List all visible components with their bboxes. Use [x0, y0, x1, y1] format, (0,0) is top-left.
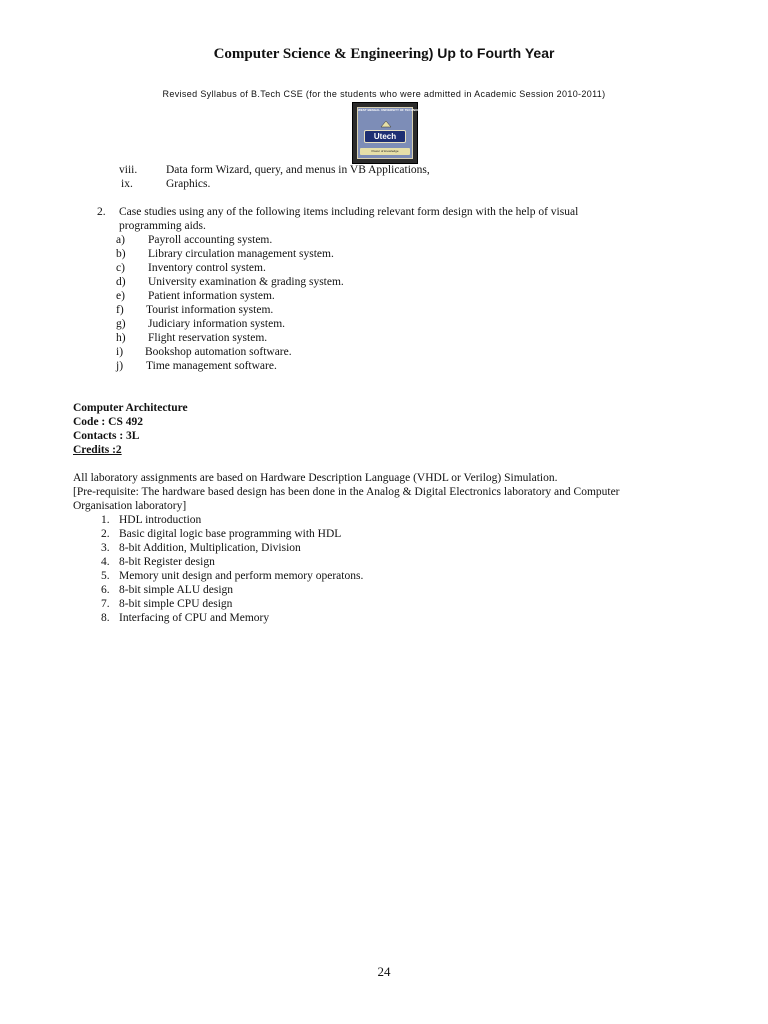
case-study-letter: h) [116, 332, 126, 344]
roman-item-text: Data form Wizard, query, and menus in VB Applications, [166, 164, 430, 176]
case-study-item: Patient information system. [148, 290, 275, 302]
logo-top-text: WEST BENGAL UNIVERSITY OF TECHNOLOGY [358, 108, 426, 112]
case-study-item: Inventory control system. [148, 262, 266, 274]
page-number: 24 [377, 964, 391, 979]
roman-item-number: viii. [119, 164, 138, 176]
page-subtitle: Revised Syllabus of B.Tech CSE (for the students who were admitted in Academic Session 2010-2011) [162, 89, 606, 99]
case-study-letter: i) [116, 346, 124, 358]
logo-shield [357, 107, 426, 159]
lab-item-number: 3. [101, 542, 110, 554]
lab-item: 8-bit Register design [119, 556, 215, 568]
logo-wordmark: Utech [364, 130, 406, 143]
case-study-letter: a) [116, 234, 125, 246]
lab-item-number: 1. [101, 514, 110, 526]
case-study-item: Payroll accounting system. [148, 234, 273, 246]
lab-item: 8-bit simple ALU design [119, 584, 234, 596]
roman-item-text: Graphics. [166, 178, 211, 190]
lab-item: Memory unit design and perform memory operatons. [119, 570, 364, 582]
case-study-item: Judiciary information system. [148, 318, 286, 330]
case-study-item: Bookshop automation software. [145, 346, 292, 358]
case-study-letter: j) [116, 360, 124, 372]
case-study-intro-line1: Case studies using any of the following items including relevant form design with the help of visual [119, 206, 579, 218]
lab-intro-line1: All laboratory assignments are based on Hardware Description Language (VHDL or Verilog) Simulation. [73, 472, 558, 484]
lab-intro-line3: Organisation laboratory] [73, 500, 187, 512]
lab-item: Interfacing of CPU and Memory [119, 612, 270, 624]
lab-item: HDL introduction [119, 514, 202, 526]
lab-item: 8-bit Addition, Multiplication, Division [119, 542, 301, 554]
case-study-letter: e) [116, 290, 125, 302]
page-title-serif: Computer Science & Engineering [213, 46, 429, 62]
case-study-item: Time management software. [146, 360, 277, 372]
page-title [0, 45, 768, 63]
case-study-letter: d) [116, 276, 126, 288]
university-logo [352, 102, 426, 164]
case-study-letter: b) [116, 248, 126, 260]
course-title: Computer Architecture [73, 402, 188, 414]
case-study-item: Library circulation management system. [148, 248, 334, 260]
lab-item-number: 7. [101, 598, 110, 610]
lab-intro-line2: [Pre-requisite: The hardware based design has been done in the Analog & Digital Electronics laboratory and Computer [73, 486, 620, 498]
lab-item: 8-bit simple CPU design [119, 598, 233, 610]
case-study-letter: g) [116, 318, 126, 330]
lab-item-number: 2. [101, 528, 110, 540]
course-contacts: Contacts : 3L [73, 430, 140, 442]
roman-item-number: ix. [121, 178, 133, 190]
logo-emblem-icon [380, 120, 392, 128]
lab-item-number: 5. [101, 570, 110, 582]
case-study-letter: f) [116, 304, 124, 316]
course-credits: Credits :2 [73, 444, 122, 456]
lab-item-number: 8. [101, 612, 110, 624]
case-study-item: Tourist information system. [146, 304, 274, 316]
lab-item-number: 6. [101, 584, 110, 596]
course-code: Code : CS 492 [73, 416, 143, 428]
page-title-sans: ) Up to Fourth Year [428, 45, 555, 61]
logo-ribbon: Power of knowledge [360, 148, 410, 155]
case-study-item: University examination & grading system. [148, 276, 344, 288]
case-study-intro-line2: programming aids. [119, 220, 206, 232]
case-study-item: Flight reservation system. [148, 332, 268, 344]
lab-item-number: 4. [101, 556, 110, 568]
lab-item: Basic digital logic base programming with HDL [119, 528, 342, 540]
case-study-letter: c) [116, 262, 125, 274]
list-number: 2. [97, 206, 106, 218]
